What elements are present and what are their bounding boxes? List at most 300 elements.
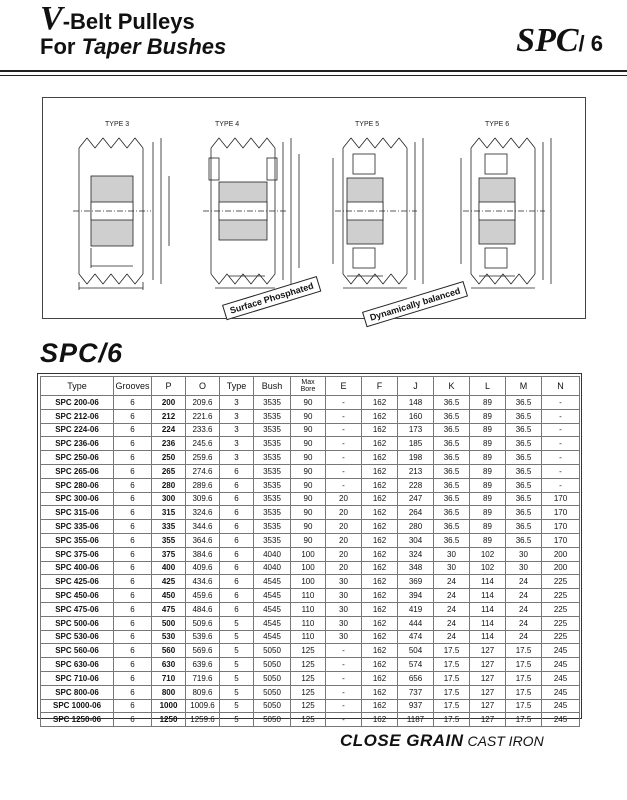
table-cell: 89 [470, 464, 506, 478]
table-cell: 162 [362, 520, 398, 534]
column-header: Max Bore [291, 377, 326, 396]
table-cell: 710 [152, 671, 186, 685]
table-cell: 6 [114, 602, 152, 616]
table-cell: 24 [434, 616, 470, 630]
table-cell: 162 [362, 699, 398, 713]
table-cell: 264 [398, 506, 434, 520]
table-cell: 24 [434, 575, 470, 589]
table-cell: 6 [220, 547, 254, 561]
table-cell: 6 [114, 464, 152, 478]
table-cell: - [326, 409, 362, 423]
table-row [41, 589, 580, 603]
table-cell: 6 [114, 396, 152, 410]
table-cell: 173 [398, 423, 434, 437]
table-cell: SPC 300-06 [41, 492, 114, 506]
table-cell: SPC 710-06 [41, 671, 114, 685]
table-cell: 574 [398, 658, 434, 672]
table-cell: 162 [362, 423, 398, 437]
table-cell: 6 [114, 423, 152, 437]
table-cell: 17.5 [506, 644, 542, 658]
table-cell: 20 [326, 561, 362, 575]
table-cell: 110 [291, 589, 326, 603]
table-cell: 90 [291, 451, 326, 465]
table-cell: 90 [291, 437, 326, 451]
table-cell: 90 [291, 423, 326, 437]
header-rule [0, 70, 627, 72]
table-cell: 89 [470, 437, 506, 451]
table-cell: 36.5 [434, 451, 470, 465]
table-cell: 36.5 [506, 506, 542, 520]
table-cell: SPC 450-06 [41, 589, 114, 603]
table-cell: 24 [506, 589, 542, 603]
table-cell: 100 [291, 575, 326, 589]
table-cell: 6 [114, 478, 152, 492]
table-cell: - [326, 658, 362, 672]
table-cell: 6 [220, 492, 254, 506]
table-cell: 114 [470, 616, 506, 630]
table-cell: 233.6 [186, 423, 220, 437]
column-header: Type [41, 377, 114, 396]
table-cell: 3535 [254, 451, 291, 465]
table-cell: 36.5 [506, 451, 542, 465]
table-cell: 17.5 [506, 699, 542, 713]
section-title: SPC/6 [40, 338, 124, 368]
table-cell: 245 [542, 685, 580, 699]
table-cell: - [542, 423, 580, 437]
table-cell: 3535 [254, 520, 291, 534]
table-cell: 17.5 [434, 658, 470, 672]
table-cell: 162 [362, 685, 398, 699]
table-cell: 6 [114, 506, 152, 520]
table-cell: 24 [434, 630, 470, 644]
table-cell: 125 [291, 671, 326, 685]
table-cell: 100 [291, 547, 326, 561]
table-cell: 3 [220, 396, 254, 410]
table-cell: SPC 475-06 [41, 602, 114, 616]
table-cell: SPC 355-06 [41, 533, 114, 547]
table-cell: 24 [434, 602, 470, 616]
table-cell: 36.5 [506, 492, 542, 506]
table-cell: 212 [152, 409, 186, 423]
table-cell: 3535 [254, 423, 291, 437]
table-row [41, 630, 580, 644]
table-cell: 250 [152, 451, 186, 465]
table-cell: 5050 [254, 671, 291, 685]
table-cell: 3 [220, 423, 254, 437]
table-cell: 6 [114, 561, 152, 575]
table-cell: 20 [326, 533, 362, 547]
table-cell: 737 [398, 685, 434, 699]
table-cell: 4040 [254, 561, 291, 575]
table-cell: 127 [470, 671, 506, 685]
table-cell: 89 [470, 520, 506, 534]
table-cell: SPC 335-06 [41, 520, 114, 534]
table-cell: 245 [542, 644, 580, 658]
table-cell: 127 [470, 658, 506, 672]
table-cell: 36.5 [506, 520, 542, 534]
table-cell: 162 [362, 575, 398, 589]
table-cell: 20 [326, 547, 362, 561]
table-cell: 36.5 [506, 437, 542, 451]
column-header: E [326, 377, 362, 396]
type-5-drawing [333, 138, 423, 288]
table-cell: 450 [152, 589, 186, 603]
table-row [41, 464, 580, 478]
table-cell: 6 [114, 492, 152, 506]
table-cell: SPC 500-06 [41, 616, 114, 630]
table-cell: SPC 280-06 [41, 478, 114, 492]
table-cell: 6 [220, 520, 254, 534]
table-cell: 348 [398, 561, 434, 575]
table-cell: 4545 [254, 575, 291, 589]
table-cell: 425 [152, 575, 186, 589]
table-row [41, 713, 580, 727]
table-cell: 36.5 [506, 478, 542, 492]
table-cell: 4545 [254, 630, 291, 644]
table-cell: SPC 212-06 [41, 409, 114, 423]
table-cell: 127 [470, 685, 506, 699]
table-cell: 3 [220, 451, 254, 465]
table-cell: 225 [542, 575, 580, 589]
table-cell: 3535 [254, 533, 291, 547]
table-cell: SPC 630-06 [41, 658, 114, 672]
column-header: M [506, 377, 542, 396]
table-cell: 6 [114, 658, 152, 672]
table-cell: 245 [542, 699, 580, 713]
table-cell: 114 [470, 602, 506, 616]
table-cell: 800 [152, 685, 186, 699]
table-row [41, 685, 580, 699]
table-cell: 17.5 [434, 644, 470, 658]
table-cell: 6 [220, 506, 254, 520]
type-6-label: TYPE 6 [485, 121, 510, 128]
table-cell: 170 [542, 520, 580, 534]
table-cell: 5050 [254, 685, 291, 699]
column-header: Grooves [114, 377, 152, 396]
table-cell: 125 [291, 685, 326, 699]
table-cell: - [326, 713, 362, 727]
table-cell: - [326, 478, 362, 492]
table-cell: 90 [291, 533, 326, 547]
table-cell: 5 [220, 685, 254, 699]
table-cell: 630 [152, 658, 186, 672]
table-cell: 937 [398, 699, 434, 713]
table-cell: 162 [362, 630, 398, 644]
table-cell: 102 [470, 547, 506, 561]
table-cell: 225 [542, 602, 580, 616]
table-row [41, 533, 580, 547]
table-cell: SPC 400-06 [41, 561, 114, 575]
table-cell: 400 [152, 561, 186, 575]
table-cell: 20 [326, 492, 362, 506]
table-cell: 36.5 [434, 533, 470, 547]
table-cell: 114 [470, 575, 506, 589]
table-cell: 236 [152, 437, 186, 451]
table-cell: 162 [362, 492, 398, 506]
table-cell: - [326, 644, 362, 658]
table-cell: 30 [326, 616, 362, 630]
table-cell: 369 [398, 575, 434, 589]
table-cell: 530 [152, 630, 186, 644]
table-cell: 36.5 [506, 464, 542, 478]
page-title [40, 2, 226, 58]
column-header: K [434, 377, 470, 396]
table-cell: SPC 1000-06 [41, 699, 114, 713]
table-cell: 419 [398, 602, 434, 616]
table-row [41, 423, 580, 437]
table-cell: 1000 [152, 699, 186, 713]
table-cell: 30 [434, 547, 470, 561]
table-cell: 162 [362, 713, 398, 727]
table-cell: 6 [114, 671, 152, 685]
table-cell: 245 [542, 713, 580, 727]
type-4-drawing [203, 138, 299, 288]
table-cell: 3 [220, 437, 254, 451]
table-cell: 394 [398, 589, 434, 603]
table-cell: 17.5 [434, 713, 470, 727]
column-header: F [362, 377, 398, 396]
table-cell: 36.5 [434, 492, 470, 506]
table-cell: 3535 [254, 396, 291, 410]
column-header: N [542, 377, 580, 396]
table-cell: 6 [114, 644, 152, 658]
table-cell: - [326, 451, 362, 465]
table-cell: 162 [362, 658, 398, 672]
table-cell: 162 [362, 671, 398, 685]
table-cell: 475 [152, 602, 186, 616]
table-cell: 24 [506, 616, 542, 630]
table-cell: 384.6 [186, 547, 220, 561]
table-cell: 17.5 [506, 685, 542, 699]
table-cell: - [542, 451, 580, 465]
table-cell: 324.6 [186, 506, 220, 520]
table-cell: 409.6 [186, 561, 220, 575]
table-cell: SPC 200-06 [41, 396, 114, 410]
table-cell: 162 [362, 589, 398, 603]
table-cell: 4545 [254, 616, 291, 630]
table-cell: - [326, 699, 362, 713]
table-cell: 89 [470, 492, 506, 506]
table-cell: - [542, 409, 580, 423]
table-cell: 162 [362, 644, 398, 658]
table-cell: 30 [326, 630, 362, 644]
table-cell: 125 [291, 658, 326, 672]
table-cell: 474 [398, 630, 434, 644]
table-cell: 6 [220, 533, 254, 547]
table-row [41, 616, 580, 630]
table-cell: 228 [398, 478, 434, 492]
table-cell: 90 [291, 409, 326, 423]
table-cell: 3535 [254, 492, 291, 506]
table-cell: 102 [470, 561, 506, 575]
table-cell: 36.5 [434, 478, 470, 492]
table-cell: 245.6 [186, 437, 220, 451]
table-cell: - [326, 685, 362, 699]
table-cell: 6 [220, 602, 254, 616]
table-cell: - [542, 478, 580, 492]
table-cell: 36.5 [506, 409, 542, 423]
table-cell: 162 [362, 464, 398, 478]
table-cell: 247 [398, 492, 434, 506]
table-cell: 5 [220, 699, 254, 713]
dynamically-balanced-stamp: Dynamically balanced [362, 281, 468, 327]
table-cell: 3535 [254, 409, 291, 423]
table-cell: 170 [542, 506, 580, 520]
table-cell: 656 [398, 671, 434, 685]
column-header: Type [220, 377, 254, 396]
table-cell: 125 [291, 713, 326, 727]
title-line-2: For Taper Bushes [40, 34, 227, 59]
table-cell: 280 [152, 478, 186, 492]
table-cell: 89 [470, 451, 506, 465]
table-cell: 6 [114, 685, 152, 699]
table-cell: 200 [152, 396, 186, 410]
table-row [41, 644, 580, 658]
table-cell: 200 [542, 547, 580, 561]
table-cell: 504 [398, 644, 434, 658]
table-cell: 289.6 [186, 478, 220, 492]
table-cell: 224 [152, 423, 186, 437]
table-row [41, 561, 580, 575]
table-cell: SPC 224-06 [41, 423, 114, 437]
table-cell: - [542, 396, 580, 410]
series-code: SPC/ 6 [516, 22, 603, 59]
table-cell: 110 [291, 616, 326, 630]
table-cell: 24 [506, 602, 542, 616]
table-cell: 30 [326, 589, 362, 603]
table-cell: 209.6 [186, 396, 220, 410]
table-cell: 17.5 [434, 671, 470, 685]
table-row [41, 437, 580, 451]
table-cell: 30 [434, 561, 470, 575]
table-cell: 20 [326, 520, 362, 534]
table-cell: 162 [362, 409, 398, 423]
table-cell: 17.5 [506, 671, 542, 685]
table-cell: 304 [398, 533, 434, 547]
table-cell: 89 [470, 396, 506, 410]
table-cell: 125 [291, 699, 326, 713]
table-cell: 245 [542, 671, 580, 685]
type-6-drawing [461, 138, 551, 288]
column-header: O [186, 377, 220, 396]
type-4-label: TYPE 4 [215, 121, 240, 128]
table-cell: 539.6 [186, 630, 220, 644]
table-cell: 162 [362, 451, 398, 465]
table-cell: 4545 [254, 589, 291, 603]
table-row [41, 478, 580, 492]
table-cell: 560 [152, 644, 186, 658]
table-cell: 198 [398, 451, 434, 465]
table-row [41, 506, 580, 520]
table-cell: 36.5 [434, 396, 470, 410]
table-cell: 24 [506, 630, 542, 644]
table-cell: 4040 [254, 547, 291, 561]
table-cell: 5 [220, 630, 254, 644]
table-cell: 569.6 [186, 644, 220, 658]
table-cell: 127 [470, 699, 506, 713]
header-rule-thin [0, 75, 627, 76]
table-cell: 160 [398, 409, 434, 423]
table-cell: 344.6 [186, 520, 220, 534]
table-cell: 639.6 [186, 658, 220, 672]
table-cell: 170 [542, 492, 580, 506]
table-cell: 5 [220, 658, 254, 672]
table-row [41, 409, 580, 423]
table-cell: - [326, 671, 362, 685]
table-cell: 1250 [152, 713, 186, 727]
table-cell: 89 [470, 423, 506, 437]
table-cell: 213 [398, 464, 434, 478]
table-cell: 280 [398, 520, 434, 534]
spec-table [40, 376, 580, 727]
table-cell: 3535 [254, 478, 291, 492]
table-cell: 17.5 [506, 658, 542, 672]
table-cell: 17.5 [506, 713, 542, 727]
table-cell: 127 [470, 644, 506, 658]
type-3-label: TYPE 3 [105, 121, 130, 128]
table-row [41, 658, 580, 672]
table-cell: 127 [470, 713, 506, 727]
table-cell: 225 [542, 589, 580, 603]
table-cell: 5050 [254, 713, 291, 727]
table-cell: 162 [362, 547, 398, 561]
table-cell: 17.5 [434, 685, 470, 699]
table-cell: 3 [220, 409, 254, 423]
table-cell: 162 [362, 437, 398, 451]
table-cell: 719.6 [186, 671, 220, 685]
table-cell: SPC 560-06 [41, 644, 114, 658]
column-header: P [152, 377, 186, 396]
table-cell: 90 [291, 506, 326, 520]
table-cell: 265 [152, 464, 186, 478]
table-cell: 36.5 [434, 520, 470, 534]
table-cell: SPC 265-06 [41, 464, 114, 478]
table-cell: 484.6 [186, 602, 220, 616]
table-cell: 110 [291, 602, 326, 616]
table-cell: SPC 236-06 [41, 437, 114, 451]
table-cell: 335 [152, 520, 186, 534]
table-cell: 36.5 [434, 464, 470, 478]
table-cell: 225 [542, 630, 580, 644]
table-cell: - [326, 396, 362, 410]
table-cell: 6 [220, 589, 254, 603]
table-cell: 355 [152, 533, 186, 547]
table-cell: 100 [291, 561, 326, 575]
table-cell: 20 [326, 506, 362, 520]
table-cell: 4545 [254, 602, 291, 616]
table-cell: 110 [291, 630, 326, 644]
table-row [41, 492, 580, 506]
table-cell: 6 [114, 409, 152, 423]
table-cell: 36.5 [434, 423, 470, 437]
table-cell: 90 [291, 478, 326, 492]
table-cell: 5 [220, 671, 254, 685]
table-cell: 309.6 [186, 492, 220, 506]
table-cell: 6 [114, 547, 152, 561]
table-cell: SPC 375-06 [41, 547, 114, 561]
table-row [41, 575, 580, 589]
table-cell: 300 [152, 492, 186, 506]
table-cell: 5 [220, 713, 254, 727]
table-cell: 6 [114, 533, 152, 547]
type-5-label: TYPE 5 [355, 121, 380, 128]
table-cell: 459.6 [186, 589, 220, 603]
table-cell: 30 [326, 602, 362, 616]
table-cell: 3535 [254, 437, 291, 451]
table-cell: 6 [220, 575, 254, 589]
table-cell: 6 [114, 575, 152, 589]
table-cell: SPC 800-06 [41, 685, 114, 699]
